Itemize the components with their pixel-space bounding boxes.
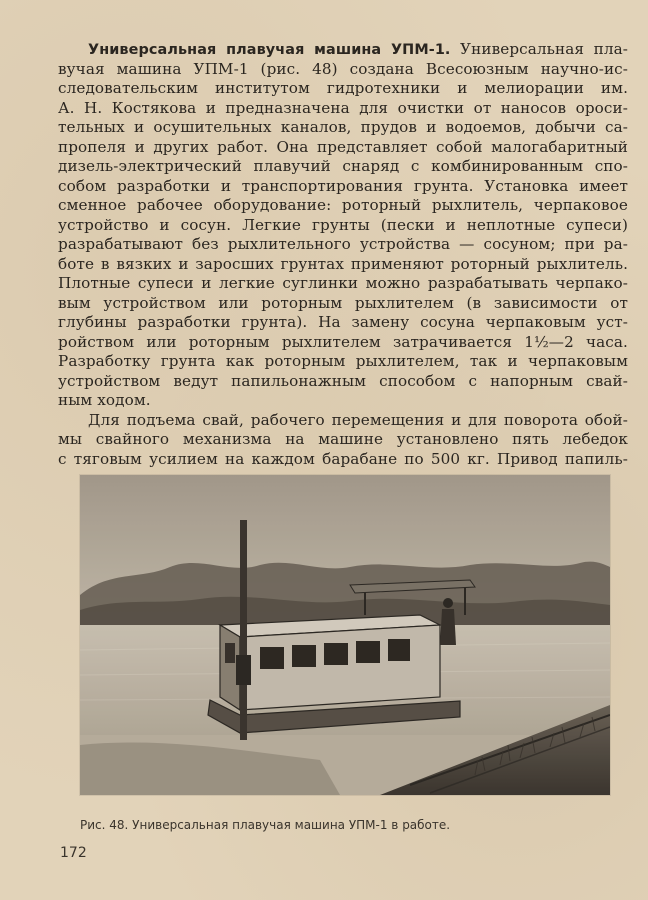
text-line: с тяговым усилием на каждом барабане по 500 кг. Привод папиль- xyxy=(58,449,628,468)
text-line: Для подъема свай, рабочего перемещения и для поворота обой- xyxy=(88,410,628,429)
text-line: сменное рабочее оборудование: роторный рыхлитель, черпаковое xyxy=(58,196,628,214)
text-line: Разработку грунта как роторным рыхлителем, так и черпаковым xyxy=(58,352,628,370)
article-text xyxy=(58,40,628,469)
text-line: следовательским институтом гидротехники и мелиорации им. xyxy=(58,79,628,97)
text-line: ным ходом. xyxy=(58,391,151,409)
text-line: дизель-электрический плавучий снаряд с комбинированным спо- xyxy=(58,157,628,175)
text-line: вым устройством или роторным рыхлителем (в зависимости от xyxy=(58,293,628,312)
upm-1-machine-illustration xyxy=(80,475,610,795)
text-line: устройством ведут папильонажным способом с напорным свай- xyxy=(58,371,628,390)
text-line: ройством или роторным рыхлителем затрачивается 1½—2 часа. xyxy=(58,332,628,351)
text-line: тельных и осушительных каналов, прудов и водоемов, добычи са- xyxy=(58,118,628,136)
text-line: Плотные супеси и легкие суглинки можно разрабатывать черпако- xyxy=(58,274,628,292)
page-number: 172 xyxy=(60,845,87,861)
text-line: А. Н. Костякова и предназначена для очистки от наносов ороси- xyxy=(58,98,628,117)
text-line: собом разработки и транспортирования грунта. Установка имеет xyxy=(58,176,628,195)
text-line: разрабатывают без рыхлительного устройства — сосуном; при ра- xyxy=(58,235,628,253)
figure-caption: Рис. 48. Универсальная плавучая машина УПМ-1 в работе. xyxy=(80,818,451,832)
text-line: мы свайного механизма на машине установлено пять лебедок xyxy=(58,430,628,448)
text-line: пропеля и других работ. Она представляет собой малогабаритный xyxy=(58,137,628,156)
figure-photo xyxy=(80,475,610,795)
text-line: глубины разработки грунта). На замену сосуна черпаковым уст- xyxy=(58,313,628,331)
article-title-tail: Универсальная пла- xyxy=(450,40,628,58)
text-line: устройство и сосун. Легкие грунты (пески и неплотные супеси) xyxy=(58,215,628,234)
article-title: Универсальная плавучая машина УПМ-1. xyxy=(88,42,451,58)
article-first-line xyxy=(58,40,628,60)
text-line: боте в вязких и заросших грунтах применяют роторный рыхлитель. xyxy=(58,254,628,273)
text-line: вучая машина УПМ-1 (рис. 48) создана Всесоюзным научно-ис- xyxy=(58,59,628,78)
